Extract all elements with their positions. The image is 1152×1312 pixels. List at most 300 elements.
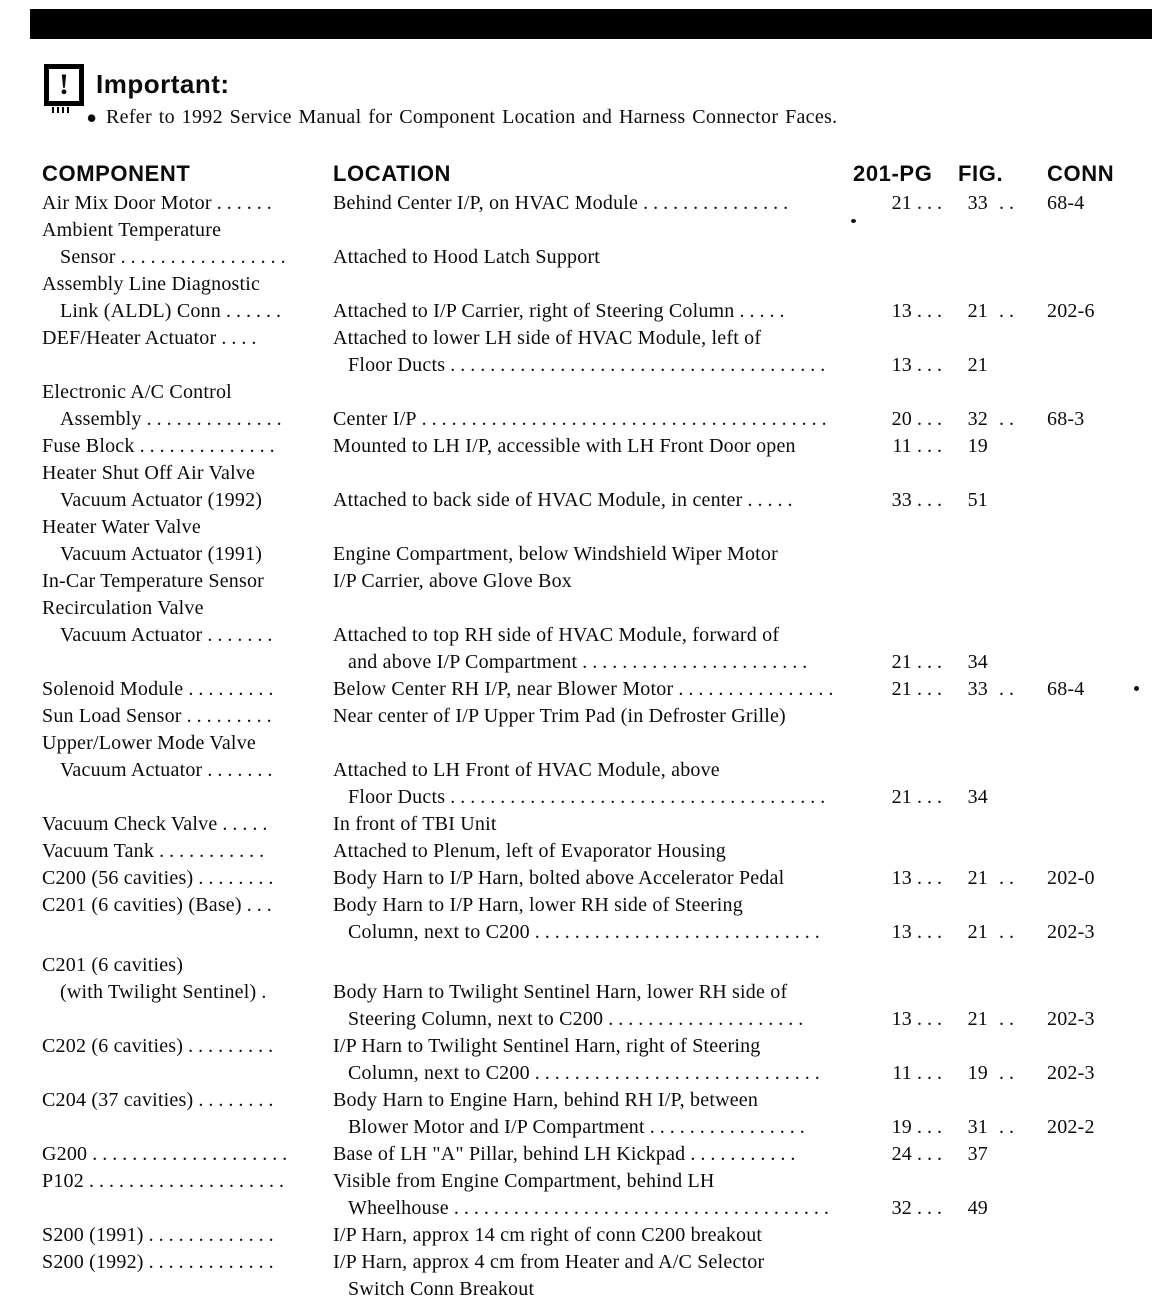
figure-number-cell: 32	[967, 408, 988, 430]
location-text: Attached to I/P Carrier, right of Steering Column	[333, 300, 735, 322]
fig-conn-dots: ..	[999, 192, 1019, 214]
leader-dots: .....	[747, 489, 798, 511]
pg-fig-dots: ...	[917, 678, 947, 700]
page-number-cell: 33	[891, 489, 912, 511]
table-row	[42, 514, 1152, 541]
important-label: Important:	[96, 69, 230, 99]
figure-number-cell	[952, 838, 988, 865]
location-cell	[333, 244, 872, 271]
fig-conn-dots	[988, 433, 1030, 460]
connector-cell	[1030, 271, 1152, 298]
location-cell	[333, 568, 872, 595]
page-number-cell	[872, 1033, 912, 1060]
location-text: Body Harn to Engine Harn, behind RH I/P, between	[333, 1089, 759, 1111]
page-number-cell: 13	[891, 354, 912, 376]
table-row	[42, 271, 1152, 298]
component-text: C201 (6 cavities)	[42, 954, 184, 976]
component-text: Vacuum Actuator	[60, 624, 203, 646]
leader-dots: ......................................	[450, 354, 831, 376]
fig-conn-dots	[988, 1168, 1030, 1195]
component-cell	[42, 892, 333, 919]
fig-conn-dots	[988, 1195, 1030, 1222]
table-row	[42, 1276, 1152, 1303]
leader-dots: ........	[198, 1089, 279, 1111]
figure-number-cell: 19	[967, 435, 988, 457]
component-text: Vacuum Actuator	[60, 759, 203, 781]
leader-dots: ................	[649, 1116, 810, 1138]
component-cell	[42, 1249, 333, 1276]
fig-conn-dots: ..	[999, 1008, 1019, 1030]
figure-number-cell	[952, 325, 988, 352]
connector-cell	[1030, 649, 1152, 676]
connector-cell	[1030, 1276, 1152, 1303]
table-row	[42, 190, 1152, 217]
connector-cell	[1030, 1249, 1152, 1276]
header-connector: CONN	[1047, 161, 1115, 186]
component-cell	[42, 622, 333, 649]
connector-cell	[1030, 1168, 1152, 1195]
table-row	[42, 325, 1152, 352]
component-cell	[42, 487, 333, 514]
figure-number-cell	[952, 1249, 988, 1276]
fig-conn-dots	[988, 217, 1030, 244]
pg-fig-dots	[912, 1033, 952, 1060]
component-text: S200 (1991)	[42, 1224, 144, 1246]
component-text: Link (ALDL) Conn	[60, 300, 221, 322]
location-cell	[333, 784, 872, 811]
location-text: Steering Column, next to C200	[348, 1008, 604, 1030]
pg-fig-dots	[912, 217, 952, 244]
connector-cell	[1030, 433, 1152, 460]
pg-fig-dots: ...	[917, 921, 947, 943]
component-cell	[42, 325, 333, 352]
figure-number-cell: 31	[967, 1116, 988, 1138]
leader-dots: ..............	[139, 435, 280, 457]
location-text: Body Harn to I/P Harn, lower RH side of Steering	[333, 894, 743, 916]
component-text: DEF/Heater Actuator	[42, 327, 217, 349]
leader-dots: ....................	[608, 1008, 809, 1030]
connector-cell	[1030, 952, 1152, 979]
location-text: Attached to back side of HVAC Module, in center	[333, 489, 743, 511]
component-cell	[42, 703, 333, 730]
page-number-cell	[872, 379, 912, 406]
table-row	[42, 784, 1152, 811]
leader-dots: .....	[739, 300, 790, 322]
fig-conn-dots: ..	[999, 408, 1019, 430]
leader-dots: ....................	[92, 1143, 293, 1165]
component-cell	[42, 514, 333, 541]
component-text: Ambient Temperature	[42, 219, 222, 241]
leader-dots: .............................	[534, 1062, 825, 1084]
connector-cell	[1030, 730, 1152, 757]
component-text: C204 (37 cavities)	[42, 1089, 194, 1111]
location-cell	[333, 952, 872, 979]
component-text: Vacuum Actuator (1991)	[60, 543, 263, 565]
page-number-cell	[872, 979, 912, 1006]
location-cell	[333, 1168, 872, 1195]
figure-number-cell	[952, 1222, 988, 1249]
fig-conn-dots	[988, 460, 1030, 487]
component-cell	[42, 244, 333, 271]
table-header-row	[0, 160, 1152, 187]
pg-fig-dots	[912, 622, 952, 649]
leader-dots: ...........	[690, 1143, 801, 1165]
component-cell	[42, 865, 333, 892]
table-row	[42, 406, 1152, 433]
location-text: Column, next to C200	[348, 921, 530, 943]
page-number-cell: 19	[891, 1116, 912, 1138]
fig-conn-dots	[988, 1276, 1030, 1303]
component-text: Vacuum Tank	[42, 840, 155, 862]
table-row	[42, 979, 1152, 1006]
table-row	[42, 649, 1152, 676]
leader-dots: .............	[148, 1224, 279, 1246]
figure-number-cell: 33	[967, 192, 988, 214]
table-row	[42, 352, 1152, 379]
component-cell	[42, 979, 333, 1006]
location-cell	[333, 865, 872, 892]
fig-conn-dots: ..	[999, 300, 1019, 322]
connector-cell	[1030, 325, 1152, 352]
location-cell	[333, 1006, 872, 1033]
component-cell	[42, 1006, 333, 1033]
pg-fig-dots	[912, 892, 952, 919]
fig-conn-dots	[988, 1087, 1030, 1114]
connector-cell	[1030, 703, 1152, 730]
table-row	[42, 460, 1152, 487]
location-text: Blower Motor and I/P Compartment	[348, 1116, 645, 1138]
connector-cell	[1030, 244, 1152, 271]
location-cell	[333, 595, 872, 622]
location-text: Attached to LH Front of HVAC Module, above	[333, 759, 720, 781]
component-cell	[42, 811, 333, 838]
page-number-cell	[872, 703, 912, 730]
connector-cell	[1030, 1087, 1152, 1114]
figure-number-cell	[952, 1033, 988, 1060]
page-number-cell	[872, 325, 912, 352]
figure-number-cell	[952, 217, 988, 244]
leader-dots: .................	[120, 246, 291, 268]
component-cell	[42, 952, 333, 979]
page-number-cell	[872, 1168, 912, 1195]
component-cell	[42, 649, 333, 676]
leader-dots: ..............	[146, 408, 287, 430]
important-icon	[44, 64, 84, 106]
fig-conn-dots	[988, 892, 1030, 919]
location-text: Wheelhouse	[348, 1197, 449, 1219]
location-cell	[333, 979, 872, 1006]
location-cell	[333, 1033, 872, 1060]
component-text: C202 (6 cavities)	[42, 1035, 184, 1057]
connector-cell	[1030, 1141, 1152, 1168]
connector-cell	[1030, 784, 1152, 811]
location-cell	[333, 1249, 872, 1276]
component-text: Sun Load Sensor	[42, 705, 182, 727]
fig-conn-dots	[988, 811, 1030, 838]
component-text: Solenoid Module	[42, 678, 184, 700]
page-number-cell	[872, 514, 912, 541]
figure-number-cell: 19	[967, 1062, 988, 1084]
leader-dots: ...	[246, 894, 277, 916]
fig-conn-dots	[988, 784, 1030, 811]
component-cell	[42, 1222, 333, 1249]
pg-fig-dots	[912, 460, 952, 487]
pg-fig-dots	[912, 325, 952, 352]
page-number-cell: 21	[891, 651, 912, 673]
figure-number-cell: 33	[967, 678, 988, 700]
table-row	[42, 298, 1152, 325]
leader-dots: .......................	[582, 651, 813, 673]
connector-cell: 202-3	[1047, 1062, 1095, 1084]
component-cell	[42, 1033, 333, 1060]
fig-conn-dots	[988, 352, 1030, 379]
location-cell	[333, 730, 872, 757]
figure-number-cell	[952, 1168, 988, 1195]
connector-cell: 202-3	[1047, 921, 1095, 943]
component-cell	[42, 1195, 333, 1222]
fig-conn-dots: ..	[999, 1062, 1019, 1084]
page-number-cell: 11	[892, 1062, 912, 1084]
connector-cell	[1030, 1195, 1152, 1222]
figure-number-cell	[952, 460, 988, 487]
leader-dots: ................	[678, 678, 839, 700]
leader-dots: .....	[222, 813, 273, 835]
pg-fig-dots	[912, 379, 952, 406]
fig-conn-dots	[988, 595, 1030, 622]
component-text: Recirculation Valve	[42, 597, 204, 619]
table-row	[42, 838, 1152, 865]
figure-number-cell: 51	[967, 489, 988, 511]
component-text: C200 (56 cavities)	[42, 867, 194, 889]
component-text: S200 (1992)	[42, 1251, 144, 1273]
connector-cell	[1030, 892, 1152, 919]
location-cell	[333, 190, 872, 217]
leader-dots: .......	[207, 759, 278, 781]
table-row	[42, 730, 1152, 757]
location-text: Attached to Hood Latch Support	[333, 246, 601, 268]
component-cell	[42, 838, 333, 865]
location-text: I/P Carrier, above Glove Box	[333, 570, 572, 592]
pg-fig-dots	[912, 730, 952, 757]
component-text: Upper/Lower Mode Valve	[42, 732, 256, 754]
page-number-cell: 20	[891, 408, 912, 430]
table-row	[42, 1006, 1152, 1033]
pg-fig-dots	[912, 595, 952, 622]
component-cell	[42, 406, 333, 433]
figure-number-cell	[952, 952, 988, 979]
pg-fig-dots: ...	[917, 408, 947, 430]
pg-fig-dots	[912, 1276, 952, 1303]
fig-conn-dots	[988, 703, 1030, 730]
table-row	[42, 217, 1152, 244]
location-text: I/P Harn to Twilight Sentinel Harn, right of Steering	[333, 1035, 761, 1057]
figure-number-cell	[952, 1087, 988, 1114]
fig-conn-dots	[988, 622, 1030, 649]
top-black-bar	[30, 9, 1152, 39]
leader-dots: ...........	[159, 840, 270, 862]
component-cell	[42, 1060, 333, 1087]
header-page: 201-PG	[853, 161, 933, 186]
connector-cell: 202-2	[1047, 1116, 1095, 1138]
leader-dots: ........	[198, 867, 279, 889]
pg-fig-dots	[912, 1168, 952, 1195]
table-row	[42, 676, 1152, 703]
location-cell	[333, 217, 872, 244]
location-text: Near center of I/P Upper Trim Pad (in Defroster Grille)	[333, 705, 786, 727]
leader-dots: ......	[225, 300, 286, 322]
connector-cell	[1030, 1033, 1152, 1060]
component-cell	[42, 1168, 333, 1195]
connector-cell: 202-3	[1047, 1008, 1095, 1030]
location-cell	[333, 298, 872, 325]
page-number-cell	[872, 541, 912, 568]
location-cell	[333, 919, 872, 946]
location-text: Below Center RH I/P, near Blower Motor	[333, 678, 674, 700]
page-number-cell: 21	[891, 786, 912, 808]
component-text: Vacuum Check Valve	[42, 813, 218, 835]
figure-number-cell	[952, 568, 988, 595]
figure-number-cell: 34	[967, 651, 988, 673]
leader-dots: ...............	[643, 192, 794, 214]
exclamation-glyph: !	[59, 68, 69, 101]
connector-cell: 68-3	[1047, 408, 1085, 430]
figure-number-cell	[952, 541, 988, 568]
location-text: Attached to Plenum, left of Evaporator Housing	[333, 840, 726, 862]
pg-fig-dots: ...	[917, 300, 947, 322]
pg-fig-dots	[912, 514, 952, 541]
component-location-table	[42, 190, 1152, 1303]
fig-conn-dots	[988, 271, 1030, 298]
connector-cell	[1030, 811, 1152, 838]
component-text: Assembly Line Diagnostic	[42, 273, 261, 295]
location-text: Attached to lower LH side of HVAC Module, left of	[333, 327, 762, 349]
leader-dots: .........	[188, 678, 279, 700]
table-row	[42, 595, 1152, 622]
note-text: Refer to 1992 Service Manual for Component Location and Harness Connector Faces.	[106, 106, 838, 128]
pg-fig-dots: ...	[917, 651, 947, 673]
table-row	[42, 952, 1152, 979]
pg-fig-dots	[912, 979, 952, 1006]
pg-fig-dots: ...	[917, 1197, 947, 1219]
leader-dots: .........	[188, 1035, 279, 1057]
location-text: Behind Center I/P, on HVAC Module	[333, 192, 639, 214]
component-cell	[42, 1114, 333, 1141]
pg-fig-dots: ...	[917, 489, 947, 511]
table-row	[42, 568, 1152, 595]
location-text: Attached to top RH side of HVAC Module, forward of	[333, 624, 780, 646]
location-cell	[333, 433, 872, 460]
connector-cell	[1030, 541, 1152, 568]
pg-fig-dots	[912, 703, 952, 730]
page-number-cell	[872, 1249, 912, 1276]
connector-cell: 68-4	[1047, 678, 1085, 700]
component-cell	[42, 460, 333, 487]
figure-number-cell	[952, 379, 988, 406]
figure-number-cell: 21	[967, 921, 988, 943]
table-row	[42, 703, 1152, 730]
page-number-cell	[872, 730, 912, 757]
figure-number-cell	[952, 514, 988, 541]
scan-speck	[851, 219, 856, 223]
connector-cell	[1030, 487, 1152, 514]
scan-ticks	[52, 107, 69, 113]
fig-conn-dots	[988, 1222, 1030, 1249]
fig-conn-dots: ..	[999, 1116, 1019, 1138]
table-row	[42, 379, 1152, 406]
figure-number-cell	[952, 730, 988, 757]
fig-conn-dots	[988, 568, 1030, 595]
table-row	[42, 487, 1152, 514]
figure-number-cell: 34	[967, 786, 988, 808]
pg-fig-dots: ...	[917, 1116, 947, 1138]
pg-fig-dots	[912, 1249, 952, 1276]
leader-dots: .......	[207, 624, 278, 646]
figure-number-cell: 49	[967, 1197, 988, 1219]
component-text: Heater Shut Off Air Valve	[42, 462, 256, 484]
component-text: Assembly	[60, 408, 142, 430]
fig-conn-dots	[988, 487, 1030, 514]
table-row	[42, 865, 1152, 892]
location-cell	[333, 325, 872, 352]
fig-conn-dots	[988, 325, 1030, 352]
component-cell	[42, 595, 333, 622]
location-cell	[333, 1276, 872, 1303]
leader-dots: ......................................	[453, 1197, 834, 1219]
page-number-cell	[872, 244, 912, 271]
fig-conn-dots	[988, 514, 1030, 541]
connector-cell	[1030, 757, 1152, 784]
pg-fig-dots	[912, 1087, 952, 1114]
connector-cell	[1030, 568, 1152, 595]
location-cell	[333, 1114, 872, 1141]
pg-fig-dots: ...	[917, 867, 947, 889]
component-cell	[42, 541, 333, 568]
page-number-cell	[872, 1087, 912, 1114]
fig-conn-dots	[988, 1249, 1030, 1276]
figure-number-cell	[952, 703, 988, 730]
fig-conn-dots: ..	[999, 867, 1019, 889]
page-number-cell: 13	[891, 1008, 912, 1030]
figure-number-cell: 21	[967, 300, 988, 322]
leader-dots: .........................................	[421, 408, 832, 430]
fig-conn-dots: ..	[999, 678, 1019, 700]
location-cell	[333, 676, 872, 703]
fig-conn-dots: ..	[999, 921, 1019, 943]
location-cell	[333, 1060, 872, 1087]
location-cell	[333, 649, 872, 676]
page-number-cell	[872, 568, 912, 595]
table-row	[42, 1249, 1152, 1276]
page-number-cell	[872, 217, 912, 244]
table-row	[42, 1033, 1152, 1060]
figure-number-cell: 21	[967, 867, 988, 889]
location-text: I/P Harn, approx 14 cm right of conn C200 breakout	[333, 1224, 763, 1246]
pg-fig-dots	[912, 1222, 952, 1249]
connector-cell	[1030, 217, 1152, 244]
fig-conn-dots	[988, 379, 1030, 406]
location-text: Floor Ducts	[348, 786, 446, 808]
page-number-cell: 21	[891, 678, 912, 700]
pg-fig-dots: ...	[917, 192, 947, 214]
location-cell	[333, 703, 872, 730]
figure-number-cell	[952, 595, 988, 622]
table-row	[42, 1168, 1152, 1195]
table-row	[42, 541, 1152, 568]
component-text: G200	[42, 1143, 88, 1165]
page-number-cell: 11	[892, 435, 912, 457]
leader-dots: ....	[221, 327, 262, 349]
fig-conn-dots	[988, 649, 1030, 676]
